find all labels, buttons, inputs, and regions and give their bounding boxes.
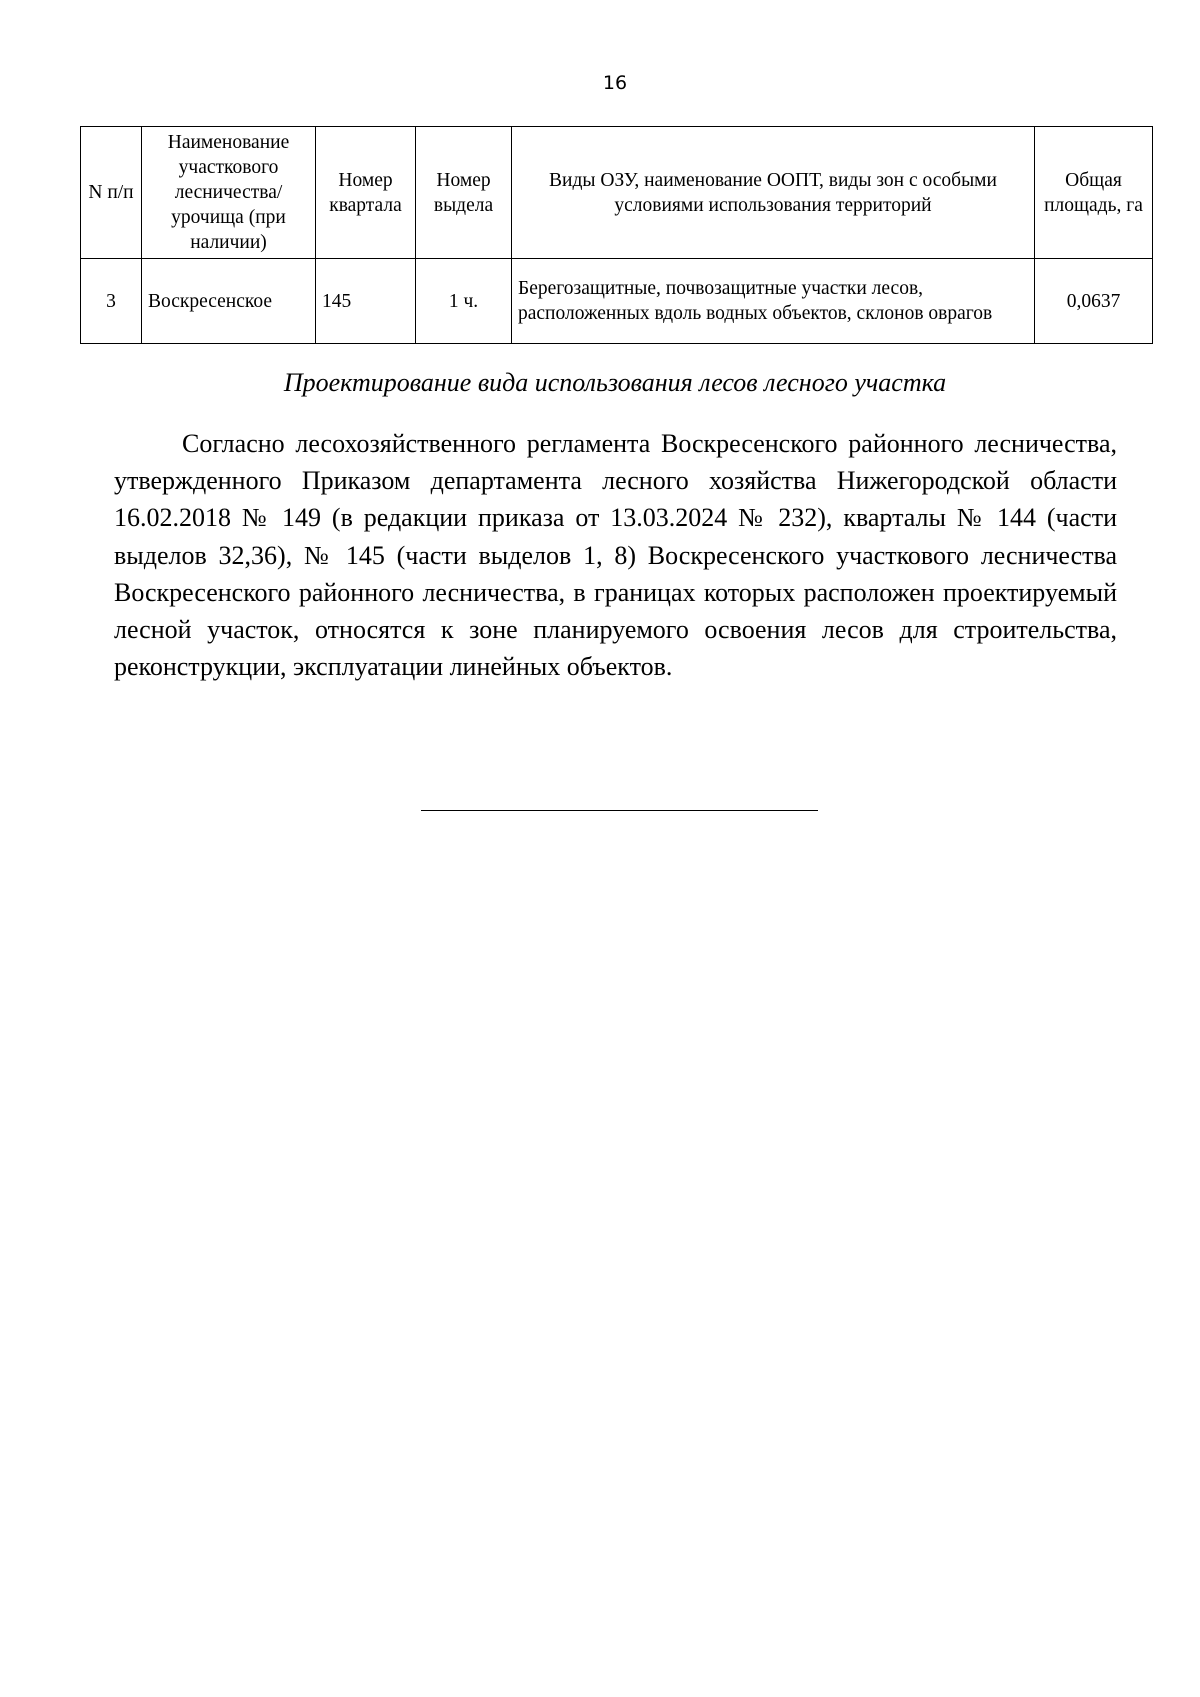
header-zone-type: Виды ОЗУ, наименование ООПТ, виды зон с особыми условиями использования территорий [512,127,1035,259]
cell-number: 3 [81,259,142,344]
zones-table [80,126,1153,344]
page-number: 16 [602,72,628,94]
section-title: Проектирование вида использования лесов лесного участка [283,368,947,397]
cell-area: 0,0637 [1035,259,1153,344]
table-header [81,127,1153,259]
body-paragraph: Согласно лесохозяйственного регламента Воскресенского районного лесничества, утвержденного Приказом департамента лесного хозяйства Нижегородской области 16.02.2018 № 149 (в редакции приказа от 13.03.2024 № 232), кварталы № 144 (части выделов 32,36), № 145 (части выделов 1, 8) Воскресенского участкового лесничества Воскресенского районного лесничества, в границах которых расположен проектируемый лесной участок, относятся к зоне планируемого освоения лесов для строительства, реконструкции, эксплуатации линейных объектов. [114,429,1117,682]
table-header-row [81,127,1153,259]
header-allotment: Номер выдела [416,127,512,259]
cell-quarter: 145 [316,259,416,344]
header-quarter: Номер квартала [316,127,416,259]
end-divider [421,810,818,811]
table-row [81,259,1153,344]
cell-allotment: 1 ч. [416,259,512,344]
header-forestry: Наименование участкового лесничества/урочища (при наличии) [142,127,316,259]
header-number: N п/п [81,127,142,259]
cell-zone-type: Берегозащитные, почвозащитные участки лесов, расположенных вдоль водных объектов, склонов оврагов [512,259,1035,344]
cell-forestry: Воскресенское [142,259,316,344]
header-area: Общая площадь, га [1035,127,1153,259]
